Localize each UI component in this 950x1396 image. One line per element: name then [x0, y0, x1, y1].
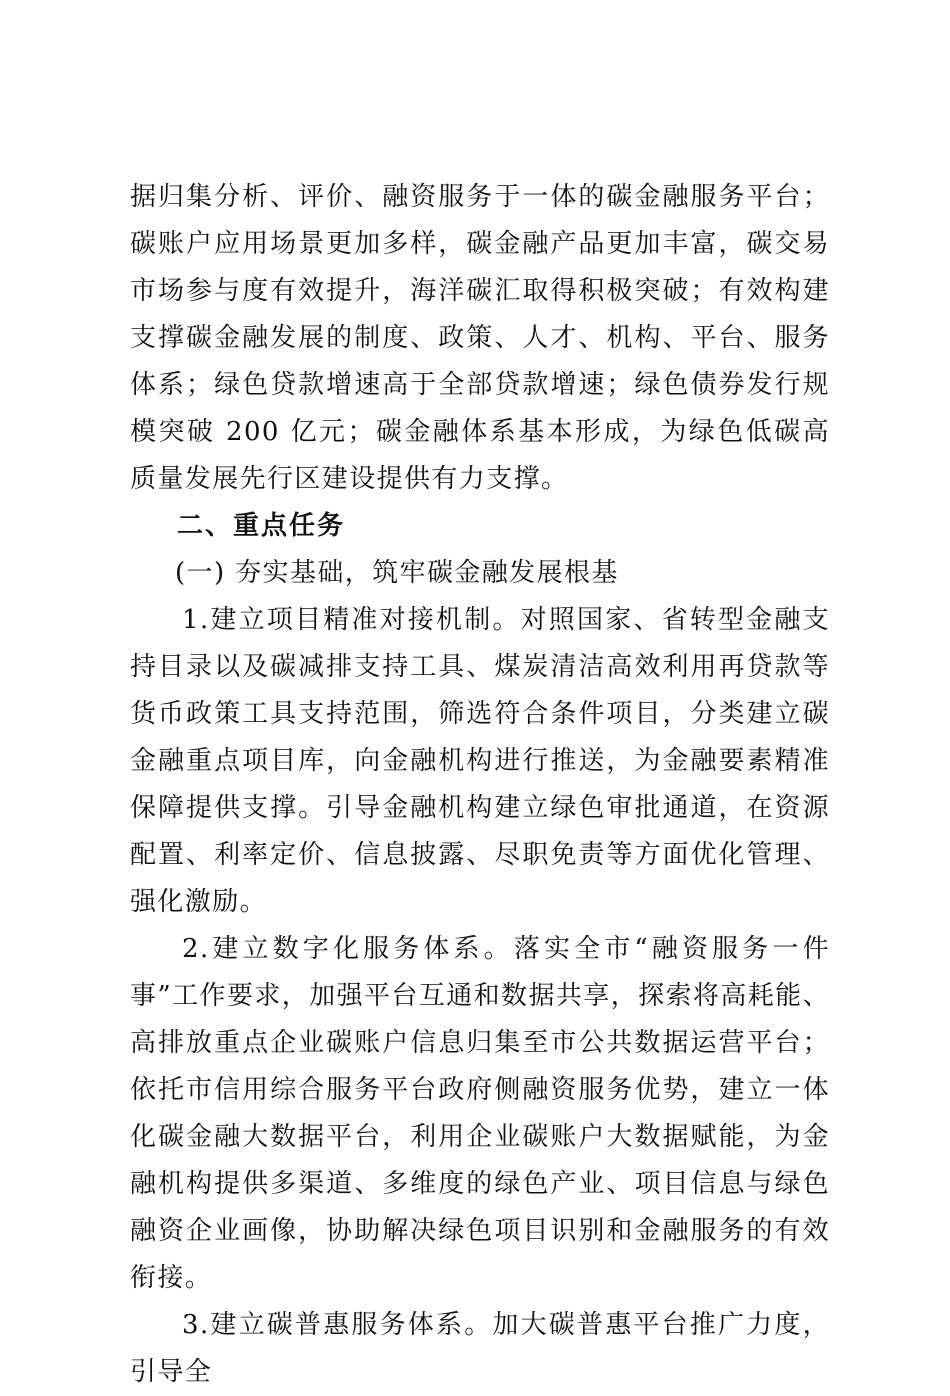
- section-heading-key-tasks: 二、重点任务: [177, 511, 346, 541]
- document-body: [130, 174, 830, 1396]
- paragraph-project-matching: 1.建立项目精准对接机制。对照国家、省转型金融支持目录以及碳减排支持工具、煤炭清洁高效利用再贷款等货币政策工具支持范围，筛选符合条件项目，分类建立碳金融重点项目库，向金融机构进行推送，为金融要素精准保障提供支撑。引导金融机构建立绿色审批通道，在资源配置、利率定价、信息披露、尽职免责等方面优化管理、强化激励。: [130, 605, 830, 917]
- paragraph-continued-goals: 据归集分析、评价、融资服务于一体的碳金融服务平台；碳账户应用场景更加多样，碳金融产品更加丰富，碳交易市场参与度有效提升，海洋碳汇取得积极突破；有效构建支撑碳金融发展的制度、政策、人才、机构、平台、服务体系；绿色贷款增速高于全部贷款增速；绿色债券发行规模突破 200 亿元；碳金融体系基本形成，为绿色低碳高质量发展先行区建设提供有力支撑。: [130, 182, 830, 494]
- subsection-heading-foundation: (一) 夯实基础，筑牢碳金融发展根基: [175, 558, 619, 588]
- paragraph-digital-service: 2.建立数字化服务体系。落实全市“融资服务一件事”工作要求，加强平台互通和数据共享，探索将高耗能、高排放重点企业碳账户信息归集至市公共数据运营平台；依托市信用综合服务平台政府侧融资服务优势，建立一体化碳金融大数据平台，利用企业碳账户大数据赋能，为金融机构提供多渠道、多维度的绿色产业、项目信息与绿色融资企业画像，协助解决绿色项目识别和金融服务的有效衔接。: [130, 934, 830, 1293]
- paragraph-carbon-inclusive: 3.建立碳普惠服务体系。加大碳普惠平台推广力度，引导全: [130, 1310, 830, 1387]
